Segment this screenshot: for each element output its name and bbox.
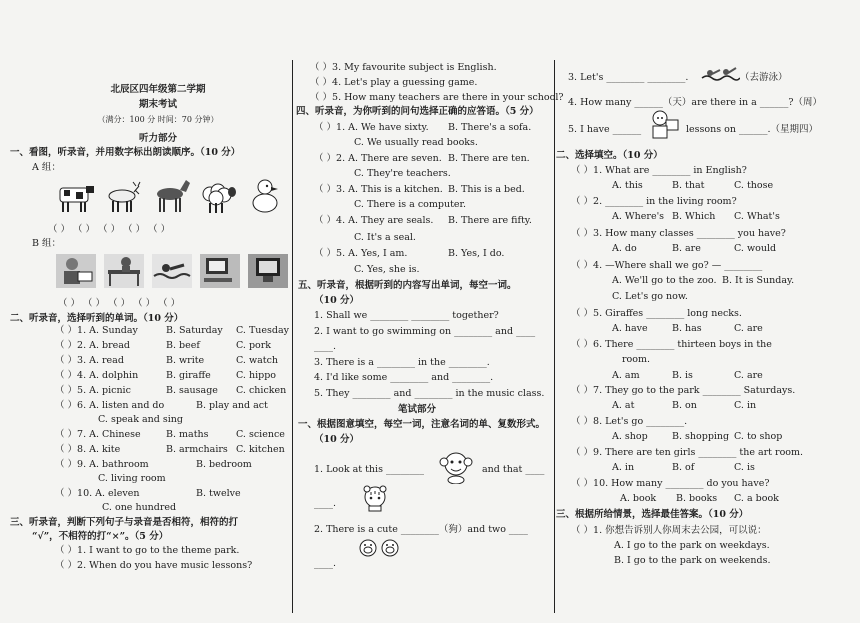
exam-text-line: A. do (612, 243, 637, 254)
reading-boy-icon (56, 254, 96, 288)
exam-text-line: B. write (166, 355, 205, 366)
exam-text-line: （ ）5. Giraffes ________ long necks. (571, 308, 742, 319)
exam-text-line: C. hippo (236, 370, 277, 381)
section-heading: 四、听录音，为你听到的问句选择正确的应答语。（5 分） (296, 106, 539, 117)
exam-text-line: （ ）7. They go to the park ________ Saturdays. (571, 385, 796, 396)
exam-text-line: C. speak and sing (98, 414, 183, 425)
exam-text-line: （ ）1. 你想告诉别人你周末去公园，可以说： (571, 525, 767, 536)
tiger-face-icon (360, 484, 390, 512)
exam-text-line: C. would (734, 243, 777, 254)
listening-header: 听力部分 (138, 133, 177, 144)
exam-text-line: B. are (672, 243, 701, 254)
exam-text-line: 3. Let's ________ ________. (568, 72, 689, 83)
swimming-kids-icon (700, 64, 740, 86)
computer-icon (248, 254, 288, 288)
exam-meta: （满分：100 分 时间：70 分钟） (97, 115, 219, 124)
exam-text-line: B. shopping (672, 431, 730, 442)
exam-text-line: A. I go to the park on weekdays. (614, 540, 770, 551)
swimmer-icon (152, 254, 192, 288)
pig-face-icon (358, 538, 378, 558)
exam-text-line: C. living room (98, 473, 166, 484)
exam-text-line: A. book (620, 493, 657, 504)
exam-text-line: C. It's a seal. (354, 232, 416, 243)
exam-text-line: 4. How many ______（天）are there in a ______?（周） (568, 97, 822, 108)
exam-text-line: A. am (612, 370, 640, 381)
exam-text-line: （ ）10. How many ________ do you have? (571, 478, 770, 489)
exam-text-line: C. a book (734, 493, 779, 504)
exam-text-line: 5. They ________ and ________ in the music class. (314, 388, 545, 399)
exam-text-line: C. watch (236, 355, 279, 366)
exam-text-line: C. Yes, she is. (354, 264, 420, 275)
exam-text-line: C. is (734, 462, 755, 473)
exam-text-line: （ ）4. —Where shall we go? — ________ (571, 260, 763, 271)
section-heading: 三、根据所给情景，选择最佳答案。（10 分） (556, 509, 749, 520)
exam-text-line: C. pork (236, 340, 272, 351)
exam-text-line: （去游泳） (740, 72, 788, 83)
exam-text-line: B. that (672, 180, 705, 191)
exam-text-line: B. twelve (196, 488, 241, 499)
section-heading: 一、根据图意填空，每空一词，注意名词的单、复数形式。 (298, 419, 546, 430)
exam-text-line: B. Yes, I do. (448, 248, 505, 259)
exam-text-line: B. There's a sofa. (448, 122, 532, 133)
column-divider (554, 60, 555, 613)
exam-text-line: （ ）6. There ________ thirteen boys in the (571, 339, 772, 350)
exam-text-line: （ ） （ ） （ ） （ ） （ ） (48, 224, 171, 235)
exam-text-line: 1. Look at this ________ (314, 464, 424, 475)
exam-text-line: B. It is Sunday. (722, 275, 795, 286)
goat-icon (104, 180, 144, 214)
exam-text-line: B. armchairs (166, 444, 228, 455)
exam-text-line: C. kitchen (236, 444, 285, 455)
exam-text-line: C. to shop (734, 431, 783, 442)
exam-text-line: lessons on ______.（星期四） (686, 124, 819, 135)
section-heading: 二、选择填空。（10 分） (556, 150, 663, 161)
exam-text-line: A. at (612, 400, 635, 411)
horse-icon (152, 178, 192, 214)
exam-text-line: （ ）2. A. There are seven. (314, 153, 442, 164)
exam-text-line: B. maths (166, 429, 209, 440)
exam-text-line: room. (622, 354, 651, 365)
exam-subtitle: 期末考试 (138, 99, 177, 110)
exam-text-line: C. science (236, 429, 285, 440)
exam-text-line: ____. (314, 341, 337, 352)
exam-text-line: B. This is a bed. (448, 184, 525, 195)
exam-text-line: （ ）4. Let's play a guessing game. (310, 77, 478, 88)
exam-text-line: 5. I have ______ (568, 124, 642, 135)
exam-text-line: B. giraffe (166, 370, 211, 381)
student-icon (648, 108, 680, 140)
monkey-icon (438, 450, 474, 484)
exam-text-line: （ ）6. A. listen and do (55, 400, 165, 411)
exam-text-line: （ ）3. A. read (55, 355, 124, 366)
exam-text-line: C. Let's go now. (612, 291, 688, 302)
exam-text-line: 4. I'd like some ________ and ________. (314, 372, 494, 383)
exam-text-line: （ ）5. A. picnic (55, 385, 131, 396)
section-heading: 三、听录音，判断下列句子与录音是否相符，相符的打 (10, 517, 239, 528)
exam-text-line: B. Which (672, 211, 716, 222)
exam-text-line: A. have (612, 323, 648, 334)
teacher-desk-icon (104, 254, 144, 288)
cow-icon (54, 180, 96, 214)
exam-text-line: B. bedroom (196, 459, 252, 470)
exam-text-line: C. chicken (236, 385, 287, 396)
exam-text-line: （ ）9. There are ten girls ________ the art room. (571, 447, 804, 458)
exam-text-line: （ ）7. A. Chinese (55, 429, 141, 440)
exam-text-line: ____. (314, 498, 337, 509)
exam-text-line: （ ）9. A. bathroom (55, 459, 149, 470)
exam-text-line: C. are (734, 370, 763, 381)
exam-text-line: B. is (672, 370, 693, 381)
exam-text-line: （ ）5. How many teachers are there in your school? (310, 92, 564, 103)
exam-text-line: 1. Shall we ________ ________ together? (314, 310, 499, 321)
exam-text-line: A. in (612, 462, 635, 473)
exam-text-line: （ ）1. What are ________ in English? (571, 165, 747, 176)
exam-text-line: ____. (314, 558, 337, 569)
exam-text-line: （ ）3. How many classes ________ you have? (571, 228, 786, 239)
exam-text-line: C. are (734, 323, 763, 334)
sheep-icon (198, 180, 238, 214)
section-heading: （10 分） (314, 434, 360, 445)
section-heading: 笔试部分 (398, 404, 437, 415)
exam-title: 北辰区四年级第二学期 (110, 84, 206, 95)
exam-text-line: （ ）8. A. kite (55, 444, 121, 455)
exam-text-line: A 组： (32, 162, 61, 173)
exam-text-line: （ ）1. I want to go to the theme park. (55, 545, 240, 556)
exam-text-line: 2. There is a cute ________（狗）and two ____ (314, 524, 528, 535)
duck-icon (250, 178, 284, 214)
exam-text-line: （ ）2. ________ in the living room? (571, 196, 737, 207)
exam-text-line: （ ）2. A. bread (55, 340, 130, 351)
exam-text-line: （ ）8. Let's go ________. (571, 416, 688, 427)
section-heading: 一、看图，听录音，并用数字标出朗读顺序。（10 分） (10, 147, 241, 158)
exam-text-line: 3. There is a ________ in the ________. (314, 357, 490, 368)
exam-text-line: C. one hundred (102, 502, 177, 513)
exam-text-line: B. of (672, 462, 695, 473)
exam-text-line: （ ） （ ） （ ） （ ） （ ） (58, 298, 181, 309)
exam-text-line: B. There are ten. (448, 153, 530, 164)
exam-text-line: C. in (734, 400, 757, 411)
exam-text-line: and that ____ (482, 464, 545, 475)
exam-text-line: （ ）1. A. We have sixty. (314, 122, 429, 133)
exam-text-line: （ ）3. My favourite subject is English. (310, 62, 497, 73)
exam-text-line: B. There are fifty. (448, 215, 532, 226)
section-heading: （10 分） (314, 295, 360, 306)
exam-text-line: （ ）4. A. They are seals. (314, 215, 434, 226)
pig-face-icon (380, 538, 400, 558)
exam-text-line: A. We'll go to the zoo. (612, 275, 717, 286)
exam-text-line: （ ）10. A. eleven (55, 488, 140, 499)
exam-text-line: （ ）4. A. dolphin (55, 370, 139, 381)
exam-text-line: A. this (612, 180, 643, 191)
computer-icon (200, 254, 240, 288)
exam-text-line: B. has (672, 323, 702, 334)
exam-text-line: （ ）2. When do you have music lessons? (55, 560, 253, 571)
exam-text-line: C. They're teachers. (354, 168, 451, 179)
exam-text-line: C. There is a computer. (354, 199, 467, 210)
exam-text-line: B. on (672, 400, 697, 411)
exam-text-line: C. Tuesday (236, 325, 290, 336)
exam-text-line: （ ）3. A. This is a kitchen. (314, 184, 443, 195)
exam-text-line: C. We usually read books. (354, 137, 478, 148)
section-heading: 五、听录音，根据听到的内容写出单词，每空一词。 (298, 280, 517, 291)
exam-text-line: A. shop (612, 431, 648, 442)
exam-text-line: B. Saturday (166, 325, 223, 336)
section-heading: “√”，不相符的打“×”。（5 分） (32, 531, 169, 542)
exam-text-line: B. I go to the park on weekends. (614, 555, 771, 566)
exam-text-line: （ ）1. A. Sunday (55, 325, 138, 336)
exam-text-line: B. play and act (196, 400, 268, 411)
exam-text-line: B 组： (32, 238, 62, 249)
exam-text-line: B. sausage (166, 385, 218, 396)
exam-text-line: B. beef (166, 340, 200, 351)
exam-text-line: C. What's (734, 211, 780, 222)
column-divider (292, 60, 293, 613)
exam-text-line: A. Where's (612, 211, 665, 222)
exam-text-line: （ ）5. A. Yes, I am. (314, 248, 408, 259)
exam-text-line: B. books (676, 493, 718, 504)
section-heading: 二、听录音，选择听到的单词。（10 分） (10, 313, 184, 324)
exam-text-line: C. those (734, 180, 774, 191)
exam-text-line: 2. I want to go swimming on ________ and ____ (314, 326, 536, 337)
